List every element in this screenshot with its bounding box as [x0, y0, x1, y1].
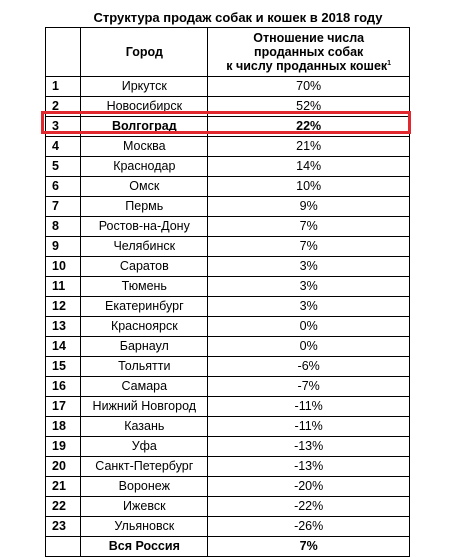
- row-city: Иркутск: [81, 77, 208, 97]
- row-city: Самара: [81, 377, 208, 397]
- header-city: Город: [81, 28, 208, 77]
- table-row: [46, 277, 410, 297]
- row-city: Тольятти: [81, 357, 208, 377]
- row-city: Нижний Новгород: [81, 397, 208, 417]
- row-num: 18: [46, 417, 81, 437]
- row-num: 12: [46, 297, 81, 317]
- table-row: [46, 137, 410, 157]
- row-num: 13: [46, 317, 81, 337]
- header-footnote: 1: [387, 59, 392, 67]
- row-city: Омск: [81, 177, 208, 197]
- row-city: Новосибирск: [81, 97, 208, 117]
- row-num: 23: [46, 517, 81, 537]
- row-city: Ростов-на-Дону: [81, 217, 208, 237]
- row-value: -11%: [208, 397, 410, 417]
- row-value: 70%: [208, 77, 410, 97]
- row-num: 3: [46, 117, 81, 137]
- table-row: [46, 117, 410, 137]
- row-city: Ульяновск: [81, 517, 208, 537]
- row-num: 8: [46, 217, 81, 237]
- row-value: 21%: [208, 137, 410, 157]
- row-city: Пермь: [81, 197, 208, 217]
- row-value: 3%: [208, 277, 410, 297]
- row-num: 7: [46, 197, 81, 217]
- table-row: [46, 177, 410, 197]
- table-row: [46, 457, 410, 477]
- row-num: 5: [46, 157, 81, 177]
- row-value: -13%: [208, 457, 410, 477]
- total-value: 7%: [208, 537, 410, 557]
- row-value: 7%: [208, 217, 410, 237]
- row-value: -20%: [208, 477, 410, 497]
- table-row: [46, 477, 410, 497]
- row-num: 17: [46, 397, 81, 417]
- row-value: -6%: [208, 357, 410, 377]
- row-num: 10: [46, 257, 81, 277]
- row-value: 0%: [208, 337, 410, 357]
- row-num: 6: [46, 177, 81, 197]
- table-row: [46, 157, 410, 177]
- row-num: 14: [46, 337, 81, 357]
- row-value: -13%: [208, 437, 410, 457]
- header-row: [46, 28, 410, 77]
- row-num: 21: [46, 477, 81, 497]
- row-value: 0%: [208, 317, 410, 337]
- row-city: Екатеринбург: [81, 297, 208, 317]
- table-row: [46, 337, 410, 357]
- table-title: Структура продаж собак и кошек в 2018 году: [93, 10, 383, 25]
- table-row: [46, 517, 410, 537]
- row-city: Казань: [81, 417, 208, 437]
- row-city: Ижевск: [81, 497, 208, 517]
- row-city: Воронеж: [81, 477, 208, 497]
- row-value: 7%: [208, 237, 410, 257]
- table-row: [46, 77, 410, 97]
- row-city: Волгоград: [81, 117, 208, 137]
- row-value: 52%: [208, 97, 410, 117]
- row-city: Барнаул: [81, 337, 208, 357]
- total-row: [46, 537, 410, 557]
- header-num: [46, 28, 81, 77]
- row-num: 11: [46, 277, 81, 297]
- total-num: [46, 537, 81, 557]
- table-row: [46, 397, 410, 417]
- table-row: [46, 237, 410, 257]
- row-city: Краснодар: [81, 157, 208, 177]
- table-row: [46, 257, 410, 277]
- row-num: 4: [46, 137, 81, 157]
- row-city: Уфа: [81, 437, 208, 457]
- sales-table: [45, 27, 410, 557]
- table-row: [46, 97, 410, 117]
- table-row: [46, 377, 410, 397]
- row-value: -11%: [208, 417, 410, 437]
- table-row: [46, 417, 410, 437]
- row-num: 1: [46, 77, 81, 97]
- header-ratio-line2: проданных собак: [254, 45, 364, 59]
- table-row: [46, 217, 410, 237]
- row-num: 19: [46, 437, 81, 457]
- table-row: [46, 497, 410, 517]
- table-row: [46, 197, 410, 217]
- header-ratio-line3: к числу проданных кошек: [226, 59, 388, 73]
- row-num: 20: [46, 457, 81, 477]
- table-row: [46, 437, 410, 457]
- row-num: 2: [46, 97, 81, 117]
- row-city: Москва: [81, 137, 208, 157]
- row-value: -22%: [208, 497, 410, 517]
- row-value: 9%: [208, 197, 410, 217]
- header-ratio: [208, 28, 410, 77]
- total-city: Вся Россия: [81, 537, 208, 557]
- row-value: 10%: [208, 177, 410, 197]
- row-value: -26%: [208, 517, 410, 537]
- row-city: Челябинск: [81, 237, 208, 257]
- row-value: 14%: [208, 157, 410, 177]
- row-city: Красноярск: [81, 317, 208, 337]
- row-num: 9: [46, 237, 81, 257]
- row-value: 22%: [208, 117, 410, 137]
- row-value: -7%: [208, 377, 410, 397]
- row-num: 15: [46, 357, 81, 377]
- row-value: 3%: [208, 297, 410, 317]
- row-city: Санкт-Петербург: [81, 457, 208, 477]
- row-num: 22: [46, 497, 81, 517]
- header-ratio-line1: Отношение числа: [253, 31, 365, 45]
- row-num: 16: [46, 377, 81, 397]
- row-city: Саратов: [81, 257, 208, 277]
- row-city: Тюмень: [81, 277, 208, 297]
- row-value: 3%: [208, 257, 410, 277]
- table-row: [46, 297, 410, 317]
- table-row: [46, 357, 410, 377]
- table-row: [46, 317, 410, 337]
